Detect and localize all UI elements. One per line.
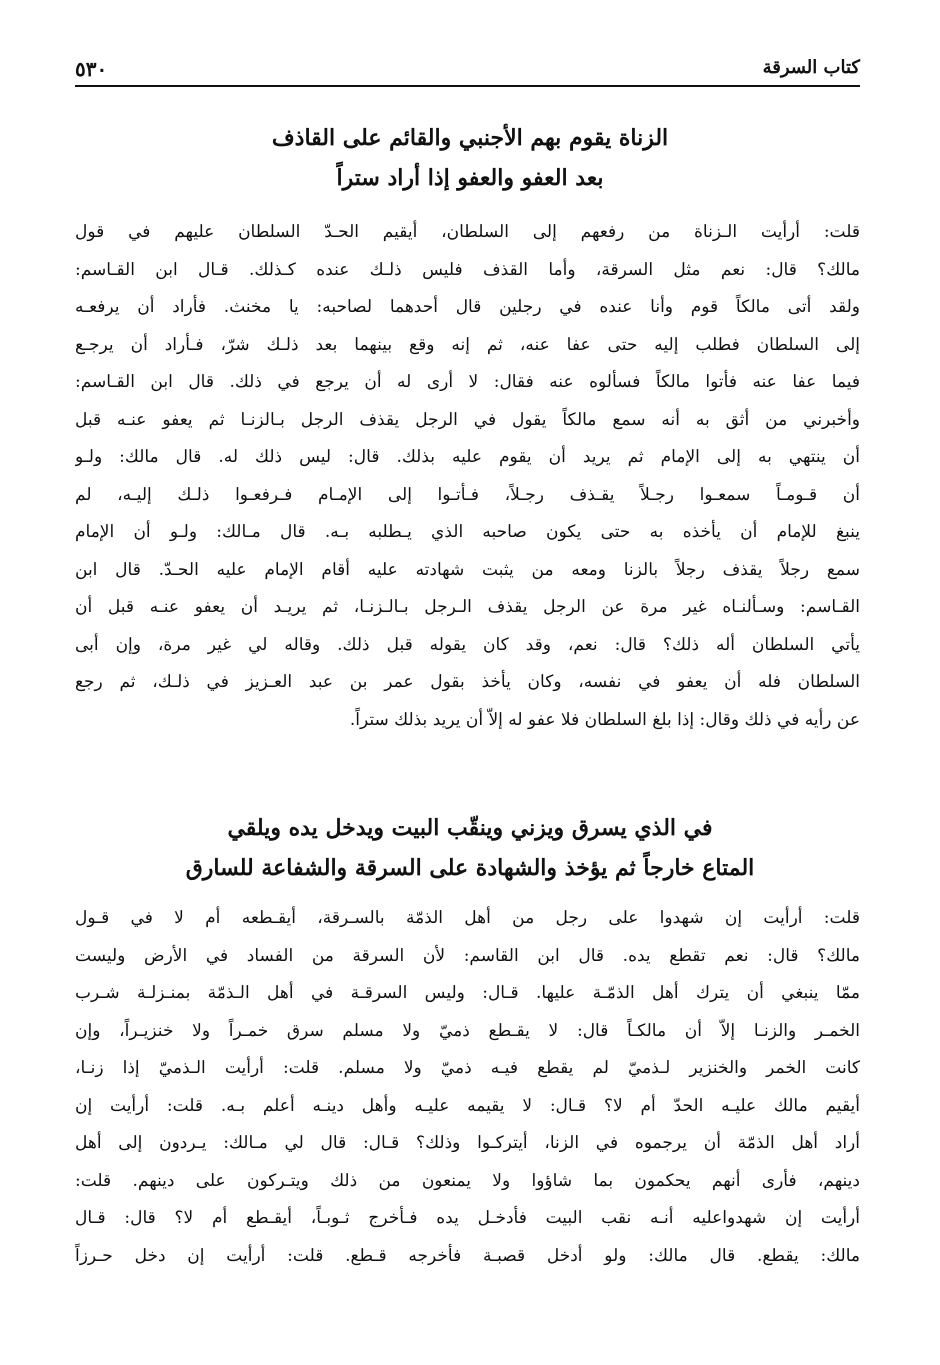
paragraph-line: مالك: يقطع. قال مالك: ولو أدخل قصبـة فأخرجه قـطع. قلت: أرأيت إن دخل حـرزاً bbox=[75, 1245, 860, 1266]
paragraph-line: أن قـومـاً سمعـوا رجـلاً يقـذف رجـلاً، فـأتـوا إلى الإمـام فـرفعـوا ذلـك إليـه، لم bbox=[75, 484, 860, 505]
paragraph-line: مالك؟ قال: نعم تقطع يده. قال ابن القاسم: لأن السرقة من الفساد في الأرض وليست bbox=[75, 945, 860, 966]
section-body-1 bbox=[75, 214, 860, 739]
paragraph-line: وأخبرني من أثق به أنه سمع مالكاً يقول في الرجل يقذف الرجل بـالزنـا ثم يعفو عنـه قبل bbox=[75, 409, 860, 430]
paragraph-line: أرأيت إن شهدواعليه أنـه نقب البيت فأدخـل يده فـأخرج ثـوبـاً، أيقـطع أم لا؟ قال: قـال bbox=[75, 1208, 860, 1228]
paragraph-line: كانت الخمر والخنزير لـذميّ لم يقطع فيـه ذميّ ولا مسلم. قلت: أرأيت الـذميّ إذا زنـا، bbox=[75, 1058, 860, 1078]
paragraph-line: أن ينتهي به إلى الإمام ثم يريد أن يقوم عليه بذلك. قال: ليس ذلك له. قال مالك: ولـو bbox=[75, 447, 860, 467]
section-heading-line: المتاع خارجاً ثم يؤخذ والشهادة على السرقة والشفاعة للسارق bbox=[185, 855, 755, 881]
section-heading-line: في الذي يسرق ويزني وينقّب البيت ويدخل يده ويلقي bbox=[227, 815, 713, 841]
running-title: كتاب السرقة bbox=[762, 57, 860, 78]
paragraph-line: يأتي السلطان أله ذلك؟ قال: نعم، وقد كان يقوله قبل ذلك. وقاله لي غير مرة، وإن أبى bbox=[75, 634, 860, 655]
paragraph-line: أراد أهل الذمّة أن يرجموه في الزنا، أيتركـوا وذلك؟ قـال: قال لي مـالك: يـردون إلى أهل bbox=[75, 1133, 860, 1153]
section-heading-line: بعد العفو والعفو إذا أراد ستراً bbox=[336, 165, 604, 191]
paragraph-line: ممّا ينبغي أن يترك أهل الذمّـة عليها. قـال: وليس السرقـة في أهل الـذمّة بمنـزلـة شـرب bbox=[75, 983, 860, 1003]
paragraph-line: القـاسم: وسـألنـاه غير مرة عن الرجل يقذف الـرجل بـالـزنـا، ثم يريـد أن يعفو عنـه قبل أن bbox=[75, 597, 860, 617]
page-number: ٥٣٠ bbox=[75, 57, 108, 81]
section-heading-2 bbox=[90, 808, 850, 888]
paragraph-line: ولقد أتى مالكاً قوم وأنا عنده في رجلين قال أحدهما لصاحبه: يا مخنث. فأراد أن يرفعـه bbox=[75, 297, 860, 317]
paragraph-line: قلت: أرأيت الـزناة من رفعهم إلى السلطان، أيقيم الحـدّ السلطان عليهم في قول bbox=[75, 222, 860, 242]
running-header bbox=[75, 55, 860, 87]
section-heading-1 bbox=[90, 118, 850, 198]
section-heading-line: الزناة يقوم بهم الأجنبي والقائم على القاذف bbox=[271, 125, 669, 151]
paragraph-line: سمع رجلاً يقذف رجلاً بالزنا ومعه من يثبت شهادته عليه أقام الإمام عليه الحـدّ. قال ابن bbox=[75, 559, 860, 580]
paragraph-line: عن رأيه في ذلك وقال: إذا بلغ السلطان فلا عفو له إلاّ أن يريد بذلك ستراً. bbox=[349, 709, 860, 730]
paragraph-line: الخمـر والزنـا إلاّ أن مالكـاً قال: لا يقـطع ذميّ ولا مسلم سرق خمـراً ولا خنزيـراً، وإن bbox=[75, 1020, 860, 1041]
paragraph-line: السلطان فله أن يعفو في نفسه، وكان يأخذ بقول عمر بن عبد العـزيز في ذلـك، ثم رجع bbox=[75, 672, 860, 692]
paragraph-line: فيما عفا عنه فأتوا مالكاً فسألوه عنه فقال: لا أرى له أن يرجع في ذلك. قال ابن القـاسم: bbox=[75, 372, 860, 392]
paragraph-line: دينهم، فأرى أنهم يحكمون بما شاؤوا ولا يمنعون من ذلك ويتـركون على دينهم. قلت: bbox=[75, 1170, 860, 1191]
section-body-2 bbox=[75, 900, 860, 1275]
paragraph-line: إلى السلطان فطلب إليه حتى عفا عنه، ثم إنه وقع بينهما بعد ذلـك شرّ، فـأراد أن يرجـع bbox=[75, 334, 860, 355]
paragraph-line: ينبغ للإمام أن يأخذه به حتى يكون صاحبه الذي يـطلبه بـه. قال مـالك: ولـو أن الإمام bbox=[75, 522, 860, 542]
paragraph-line: قلت: أرأيت إن شهدوا على رجل من أهل الذمّة بالسـرقة، أيقـطعه أم لا في قـول bbox=[75, 908, 860, 928]
paragraph-line: مالك؟ قال: نعم مثل السرقة، وأما القذف فليس ذلـك عنده كـذلك. قـال ابن القـاسم: bbox=[75, 259, 860, 280]
paragraph-line: أيقيم مالك عليـه الحدّ أم لا؟ قـال: لا يقيمه عليـه وأهل دينـه أعلم بـه. قلت: أرأيت إن bbox=[75, 1095, 860, 1116]
